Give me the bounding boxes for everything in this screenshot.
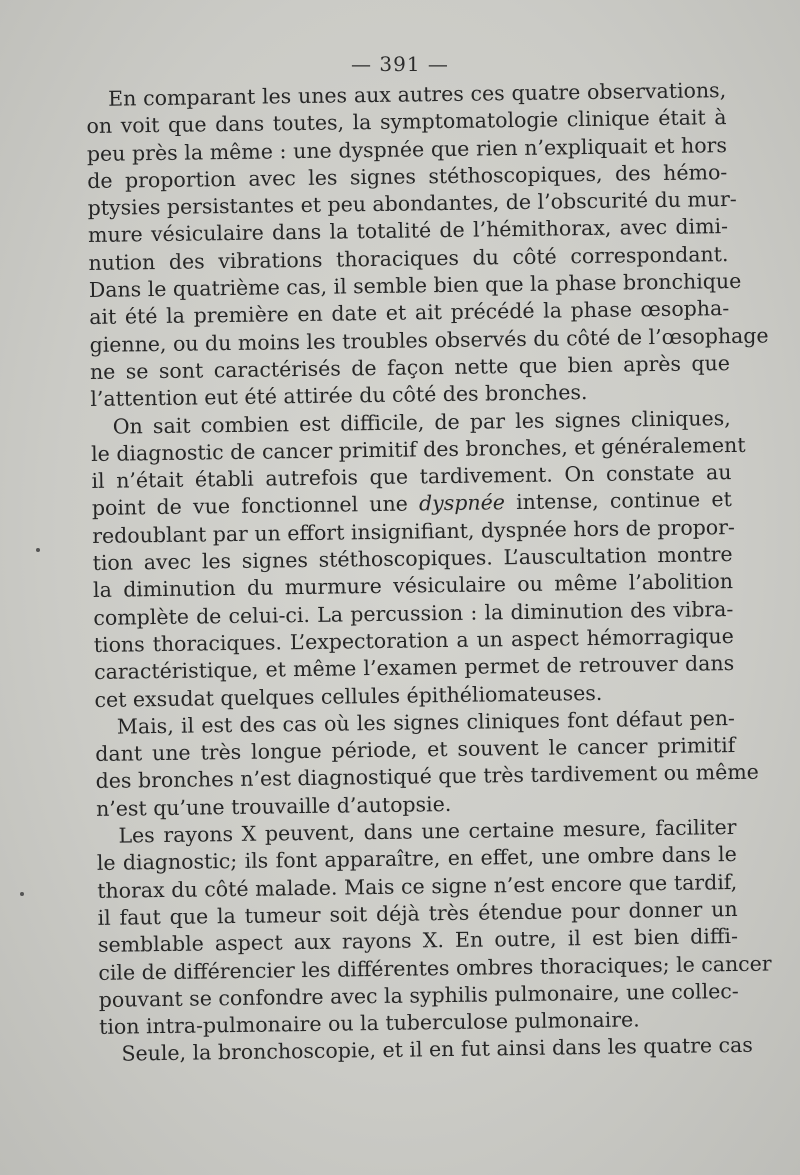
text-line: de proportion avec les signes stéthoscopiques, des hémo- xyxy=(87,159,728,193)
text-line: On sait combien est difficile, de par les signes cliniques, xyxy=(112,405,731,439)
text-line: tion avec les signes stéthoscopiques. L’auscultation montre xyxy=(92,542,733,575)
text-line: ait été la première en date et ait précédé la phase œsopha- xyxy=(89,296,730,330)
text-line: le diagnostic; ils font apparaître, en effet, une ombre dans le xyxy=(96,842,737,876)
text-line: on voit que dans toutes, la symptomatologie clinique était à xyxy=(86,105,727,139)
text-line: thorax du côté malade. Mais ce signe n’est encore que tardif, xyxy=(97,869,738,903)
text-line: pouvant se confondre avec la syphilis pulmonaire, une collec- xyxy=(98,978,739,1012)
text-line: semblable aspect aux rayons X. En outre, il est bien diffi- xyxy=(97,924,739,958)
text-line: Les rayons X peuvent, dans une certaine mesure, faciliter xyxy=(118,815,737,848)
page-number: — 391 — xyxy=(351,52,449,76)
text-line: il faut que la tumeur soit déjà très étendue pour donner un xyxy=(97,896,738,930)
text-line: Seule, la bronchoscopie, et il en fut ainsi dans les quatre cas xyxy=(121,1033,753,1066)
text-line: la diminution du murmure vésiculaire ou même l’abolition xyxy=(92,569,734,603)
text-line: il n’était établi autrefois que tardivement. On constate au xyxy=(91,460,732,494)
text-line: Mais, il est des cas où les signes cliniques font défaut pen- xyxy=(116,705,736,739)
text-line: des bronches n’est diagnostiqué que très tardivement ou même xyxy=(95,760,759,794)
text-line: Dans le quatrième cas, il semble bien que la phase bronchique xyxy=(88,268,742,303)
text-line: En comparant les unes aux autres ces quatre observations, xyxy=(108,78,727,111)
text-line: dant une très longue période, et souvent le cancer primitif xyxy=(95,733,736,767)
text-line: tions thoraciques. L’expectoration a un aspect hémorragique xyxy=(93,623,734,657)
text-line: complète de celui-ci. La percussion : la diminution des vibra- xyxy=(93,596,734,630)
speck-mark xyxy=(20,892,24,896)
emphasis: dyspnée xyxy=(418,490,506,516)
text-line: le diagnostic de cancer primitif des bronches, et généralement xyxy=(90,432,746,466)
text-line: redoublant par un effort insignifiant, dyspnée hors de propor- xyxy=(92,514,736,548)
text-line: gienne, ou du moins les troubles observés du côté de l’œsophage xyxy=(89,323,769,357)
text-line: tion intra-pulmonaire ou la tuberculose pulmonaire. xyxy=(98,1007,640,1040)
text-line: cile de différencier les différentes ombres thoraciques; le cancer xyxy=(98,951,772,985)
text-line: ne se sont caractérisés de façon nette que bien après que xyxy=(89,351,731,384)
text-line: nution des vibrations thoraciques du côté correspondant. xyxy=(88,241,729,275)
text-line: caractéristique, et même l’examen permet de retrouver dans xyxy=(94,651,735,685)
text-line: cet exsudat quelques cellules épithéliomateuses. xyxy=(94,680,603,712)
text-line: mure vésiculaire dans la totalité de l’hémithorax, avec dimi- xyxy=(87,214,729,248)
text-line: ptysies persistantes et peu abondantes, de l’obscurité du mur- xyxy=(87,187,737,221)
text-line: l’attention eut été attirée du côté des bronches. xyxy=(90,380,588,412)
text-line: n’est qu’une trouvaille d’autopsie. xyxy=(95,791,452,821)
speck-mark xyxy=(36,548,40,552)
body-text xyxy=(86,77,772,1069)
text-line: point de vue fonctionnel une dyspnée intense, continue et xyxy=(91,487,733,521)
text-line: peu près la même : une dyspnée que rien n’expliquait et hors xyxy=(86,132,728,166)
